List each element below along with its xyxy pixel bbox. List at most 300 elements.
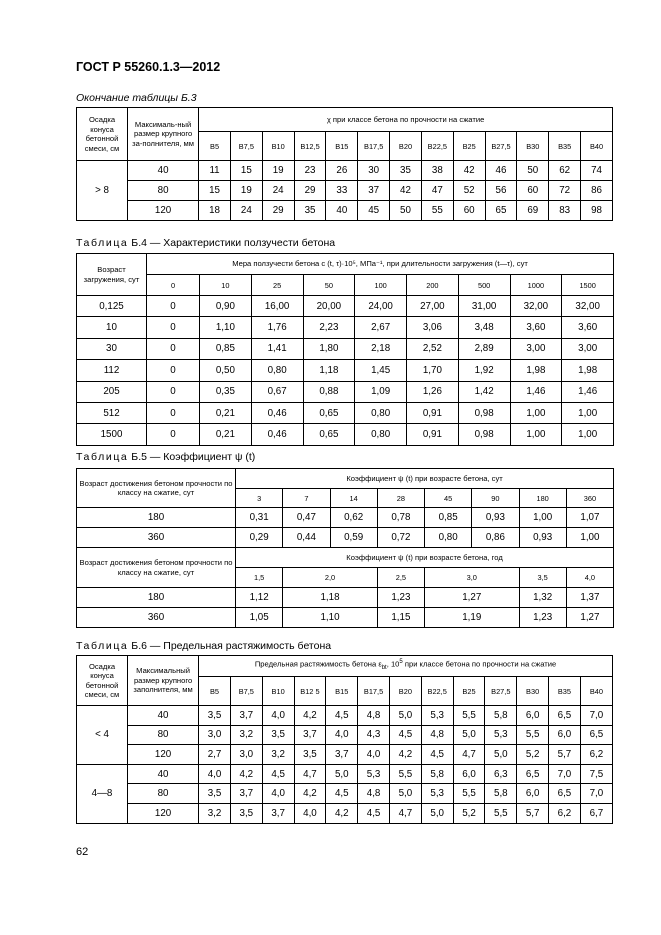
value-cell: 56 [485,181,517,201]
value-cell: 1,76 [251,317,303,338]
value-cell: 0,90 [200,296,252,317]
slump-cell: > 8 [77,161,128,221]
duration-header: 100 [355,275,407,296]
value-cell: 6,0 [549,725,581,745]
duration-header: 10 [200,275,252,296]
value-cell: 35 [390,161,422,181]
value-cell: 4,5 [326,784,358,804]
day-header: 28 [377,489,424,508]
value-cell: 0 [147,360,200,381]
value-cell: 0,46 [251,402,303,423]
class-header: B12,5 [294,132,326,161]
value-cell: 3,00 [510,338,562,359]
value-cell: 0,85 [425,508,472,528]
value-cell: 0,80 [251,360,303,381]
loading-age-cell: 205 [77,381,147,402]
header-strength-age: Возраст достижения бетоном прочности по классу на сжатие, сут [77,469,236,508]
value-cell: 3,2 [262,745,294,765]
value-cell: 1,92 [458,360,510,381]
value-cell: 0,31 [236,508,283,528]
value-cell: 46 [485,161,517,181]
header-creep-group: Мера ползучести бетона c (t, τ)·10⁵, МПа⁻¹, при длительности загружения (t—τ), сут [147,254,614,275]
value-cell: 2,52 [407,338,459,359]
value-cell: 1,18 [283,588,378,608]
value-cell: 4,8 [358,706,390,726]
value-cell: 55 [421,201,453,221]
value-cell: 5,8 [421,764,453,784]
value-cell: 0 [147,338,200,359]
value-cell: 4,5 [358,803,390,823]
class-header: B20 [390,132,422,161]
duration-header: 0 [147,275,200,296]
table-row [77,764,613,784]
value-cell: 16,00 [251,296,303,317]
strength-age-cell: 180 [77,588,236,608]
value-cell: 1,00 [562,424,614,445]
value-cell: 1,41 [251,338,303,359]
value-cell: 15 [230,161,262,181]
value-cell: 38 [421,161,453,181]
value-cell: 86 [581,181,613,201]
value-cell: 5,0 [389,784,421,804]
value-cell: 5,8 [485,706,517,726]
year-header: 1,5 [236,568,283,588]
value-cell: 4,7 [389,803,421,823]
value-cell: 37 [358,181,390,201]
loading-age-cell: 30 [77,338,147,359]
value-cell: 1,32 [519,588,566,608]
value-cell: 2,67 [355,317,407,338]
value-cell: 5,0 [453,725,485,745]
value-cell: 3,7 [294,725,326,745]
value-cell: 24,00 [355,296,407,317]
value-cell: 6,0 [517,706,549,726]
value-cell: 42 [453,161,485,181]
value-cell: 3,06 [407,317,459,338]
value-cell: 7,0 [580,784,612,804]
value-cell: 7,0 [549,764,581,784]
value-cell: 0,98 [458,424,510,445]
value-cell: 50 [390,201,422,221]
table-b5 [76,468,614,628]
value-cell: 1,10 [200,317,252,338]
value-cell: 30 [358,161,390,181]
value-cell: 20,00 [303,296,355,317]
value-cell: 32,00 [510,296,562,317]
value-cell: 0,35 [200,381,252,402]
value-cell: 0,59 [330,528,377,548]
value-cell: 0 [147,296,200,317]
table-row [77,745,613,765]
aggregate-size-cell: 120 [128,803,199,823]
year-header: 3,0 [425,568,520,588]
loading-age-cell: 10 [77,317,147,338]
page-number: 62 [76,846,89,858]
value-cell: 1,12 [236,588,283,608]
table-row [77,508,614,528]
value-cell: 5,5 [517,725,549,745]
table-b6-caption [76,640,331,652]
value-cell: 3,60 [562,317,614,338]
value-cell: 0 [147,402,200,423]
value-cell: 5,7 [549,745,581,765]
aggregate-size-cell: 120 [128,201,199,221]
value-cell: 60 [453,201,485,221]
value-cell: 3,2 [230,725,262,745]
table-row [77,161,613,181]
value-cell: 0,65 [303,424,355,445]
class-header: B17,5 [358,132,390,161]
value-cell: 4,2 [326,803,358,823]
class-header: B7,5 [230,677,262,706]
value-cell: 1,09 [355,381,407,402]
value-cell: 1,42 [458,381,510,402]
value-cell: 5,0 [485,745,517,765]
header-slump: Осадка конуса бетонной смеси, см [77,108,128,161]
value-cell: 0,85 [200,338,252,359]
value-cell: 3,5 [199,706,231,726]
value-cell: 3,7 [326,745,358,765]
value-cell: 4,2 [294,706,326,726]
class-header: B7,5 [230,132,262,161]
value-cell: 3,5 [294,745,326,765]
duration-header: 500 [458,275,510,296]
value-cell: 1,15 [377,608,424,628]
value-cell: 5,3 [421,706,453,726]
caption-prefix: Таблица [76,451,129,463]
value-cell: 1,46 [562,381,614,402]
value-cell: 6,5 [517,764,549,784]
value-cell: 0,62 [330,508,377,528]
value-cell: 6,5 [580,725,612,745]
caption-text: Б.5 — Коэффициент ψ (t) [131,451,256,463]
loading-age-cell: 512 [77,402,147,423]
value-cell: 0,80 [355,402,407,423]
value-cell: 0,65 [303,402,355,423]
caption-prefix: Таблица [76,237,129,249]
value-cell: 0,21 [200,424,252,445]
value-cell: 6,3 [485,764,517,784]
value-cell: 24 [262,181,294,201]
day-header: 90 [472,489,519,508]
value-cell: 0,21 [200,402,252,423]
value-cell: 3,7 [230,784,262,804]
value-cell: 35 [294,201,326,221]
table-row [77,181,613,201]
value-cell: 5,3 [485,725,517,745]
value-cell: 0,47 [283,508,330,528]
duration-header: 50 [303,275,355,296]
value-cell: 50 [517,161,549,181]
value-cell: 0,91 [407,424,459,445]
value-cell: 1,05 [236,608,283,628]
value-cell: 6,2 [549,803,581,823]
table-row [77,608,614,628]
value-cell: 0,86 [472,528,519,548]
value-cell: 5,5 [485,803,517,823]
value-cell: 4,7 [294,764,326,784]
class-header: B10 [262,132,294,161]
class-header: B10 [262,677,294,706]
header-slump: Осадка конуса бетонной смеси, см [77,656,128,706]
value-cell: 1,00 [562,402,614,423]
year-header: 4,0 [566,568,613,588]
table-b3 [76,107,613,221]
class-header: B30 [517,677,549,706]
value-cell: 11 [199,161,231,181]
value-cell: 74 [581,161,613,181]
value-cell: 0,72 [377,528,424,548]
value-cell: 15 [199,181,231,201]
aggregate-size-cell: 120 [128,745,199,765]
value-cell: 4,5 [326,706,358,726]
day-header: 180 [519,489,566,508]
value-cell: 1,37 [566,588,613,608]
value-cell: 1,19 [425,608,520,628]
value-cell: 1,10 [283,608,378,628]
slump-cell: 4—8 [77,764,128,823]
value-cell: 4,2 [389,745,421,765]
value-cell: 6,5 [549,706,581,726]
header-psi-years-group: Коэффициент ψ (t) при возрасте бетона, год [236,548,614,568]
table-row [77,296,614,317]
table-row [77,402,614,423]
value-cell: 65 [485,201,517,221]
value-cell: 1,27 [425,588,520,608]
value-cell: 0,50 [200,360,252,381]
table-row [77,725,613,745]
value-cell: 3,7 [262,803,294,823]
class-header: B15 [326,132,358,161]
table-row [77,381,614,402]
value-cell: 1,00 [519,508,566,528]
class-header: B30 [517,132,549,161]
value-cell: 2,89 [458,338,510,359]
value-cell: 5,3 [358,764,390,784]
class-header: B22,5 [421,132,453,161]
value-cell: 5,7 [517,803,549,823]
value-cell: 3,5 [199,784,231,804]
value-cell: 0,29 [236,528,283,548]
value-cell: 6,5 [549,784,581,804]
day-header: 45 [425,489,472,508]
value-cell: 4,0 [262,784,294,804]
year-header: 2,0 [283,568,378,588]
table-b5-caption [76,451,255,463]
day-header: 14 [330,489,377,508]
value-cell: 29 [262,201,294,221]
value-cell: 1,98 [562,360,614,381]
value-cell: 26 [326,161,358,181]
table-row [77,784,613,804]
header-tensile-group: Предельная растяжимость бетона $\varepsilon_{bt}$, $10^5$ при классе бетона по прочности на сжатие [199,656,613,677]
table-row [77,803,613,823]
aggregate-size-cell: 80 [128,181,199,201]
loading-age-cell: 0,125 [77,296,147,317]
value-cell: 1,00 [510,424,562,445]
value-cell: 3,7 [230,706,262,726]
value-cell: 62 [549,161,581,181]
value-cell: 19 [230,181,262,201]
table-row [77,338,614,359]
class-header: B25 [453,677,485,706]
value-cell: 0 [147,381,200,402]
class-header: B5 [199,132,231,161]
value-cell: 0,88 [303,381,355,402]
table-row [77,317,614,338]
value-cell: 1,98 [510,360,562,381]
value-cell: 5,2 [453,803,485,823]
value-cell: 0,80 [425,528,472,548]
value-cell: 1,23 [519,608,566,628]
value-cell: 0,91 [407,402,459,423]
value-cell: 40 [326,201,358,221]
day-header: 3 [236,489,283,508]
header-aggregate-size: Максималь-ный размер крупного за-полнителя, мм [128,108,199,161]
value-cell: 0,93 [519,528,566,548]
value-cell: 0,78 [377,508,424,528]
value-cell: 6,0 [517,784,549,804]
value-cell: 1,00 [510,402,562,423]
strength-age-cell: 360 [77,608,236,628]
year-header: 3,5 [519,568,566,588]
value-cell: 4,5 [421,745,453,765]
value-cell: 32,00 [562,296,614,317]
value-cell: 19 [262,161,294,181]
value-cell: 27,00 [407,296,459,317]
value-cell: 6,2 [580,745,612,765]
caption-text: Б.4 — Характеристики ползучести бетона [131,237,336,249]
value-cell: 69 [517,201,549,221]
caption-text: Б.6 — Предельная растяжимость бетона [131,640,332,652]
value-cell: 0 [147,317,200,338]
value-cell: 0,44 [283,528,330,548]
value-cell: 31,00 [458,296,510,317]
duration-header: 1000 [510,275,562,296]
day-header: 7 [283,489,330,508]
value-cell: 1,46 [510,381,562,402]
table-b4 [76,253,614,446]
value-cell: 0,67 [251,381,303,402]
value-cell: 5,0 [326,764,358,784]
value-cell: 0 [147,424,200,445]
value-cell: 7,0 [580,706,612,726]
value-cell: 5,2 [517,745,549,765]
value-cell: 0,93 [472,508,519,528]
value-cell: 4,5 [389,725,421,745]
table-b3-caption: Окончание таблицы Б.3 [76,92,197,104]
aggregate-size-cell: 80 [128,725,199,745]
table-row [77,360,614,381]
class-header: B5 [199,677,231,706]
value-cell: 0,46 [251,424,303,445]
loading-age-cell: 1500 [77,424,147,445]
duration-header: 1500 [562,275,614,296]
table-row [77,588,614,608]
value-cell: 3,0 [230,745,262,765]
value-cell: 1,23 [377,588,424,608]
value-cell: 0,98 [458,402,510,423]
class-header: B20 [389,677,421,706]
class-header: B22,5 [421,677,453,706]
value-cell: 1,80 [303,338,355,359]
value-cell: 4,0 [262,706,294,726]
aggregate-size-cell: 40 [128,764,199,784]
value-cell: 7,5 [580,764,612,784]
value-cell: 0,80 [355,424,407,445]
value-cell: 4,5 [262,764,294,784]
value-cell: 3,48 [458,317,510,338]
value-cell: 4,0 [199,764,231,784]
value-cell: 2,7 [199,745,231,765]
value-cell: 1,00 [566,528,613,548]
table-row [77,706,613,726]
class-header: B27,5 [485,677,517,706]
value-cell: 4,0 [326,725,358,745]
class-header: B25 [453,132,485,161]
value-cell: 4,0 [358,745,390,765]
table-b6 [76,655,613,824]
value-cell: 4,7 [453,745,485,765]
value-cell: 33 [326,181,358,201]
class-header: B40 [581,132,613,161]
value-cell: 6,7 [580,803,612,823]
value-cell: 1,18 [303,360,355,381]
value-cell: 24 [230,201,262,221]
value-cell: 1,07 [566,508,613,528]
strength-age-cell: 360 [77,528,236,548]
value-cell: 5,0 [421,803,453,823]
value-cell: 5,0 [389,706,421,726]
header-aggregate-size: Максимальный размер крупного заполнителя, мм [128,656,199,706]
strength-age-cell: 180 [77,508,236,528]
value-cell: 83 [549,201,581,221]
duration-header: 200 [407,275,459,296]
header-strength-age: Возраст достижения бетоном прочности по классу на сжатие, сут [77,548,236,588]
value-cell: 3,0 [199,725,231,745]
class-header: B40 [580,677,612,706]
table-b4-caption [76,237,335,249]
standard-header: ГОСТ Р 55260.1.3—2012 [76,60,221,74]
value-cell: 98 [581,201,613,221]
table-row [77,528,614,548]
aggregate-size-cell: 80 [128,784,199,804]
value-cell: 5,5 [389,764,421,784]
value-cell: 23 [294,161,326,181]
value-cell: 5,5 [453,706,485,726]
value-cell: 1,45 [355,360,407,381]
header-loading-age: Возраст загружения, сут [77,254,147,296]
value-cell: 4,2 [294,784,326,804]
value-cell: 2,18 [355,338,407,359]
day-header: 360 [566,489,613,508]
header-psi-days-group: Коэффициент ψ (t) при возрасте бетона, сут [236,469,614,489]
table-row [77,424,614,445]
value-cell: 3,60 [510,317,562,338]
value-cell: 4,8 [421,725,453,745]
value-cell: 47 [421,181,453,201]
table-row [77,201,613,221]
class-header: B27,5 [485,132,517,161]
value-cell: 42 [390,181,422,201]
value-cell: 18 [199,201,231,221]
class-header: B15 [326,677,358,706]
value-cell: 1,26 [407,381,459,402]
value-cell: 72 [549,181,581,201]
caption-prefix: Таблица [76,640,129,652]
value-cell: 1,70 [407,360,459,381]
value-cell: 6,0 [453,764,485,784]
